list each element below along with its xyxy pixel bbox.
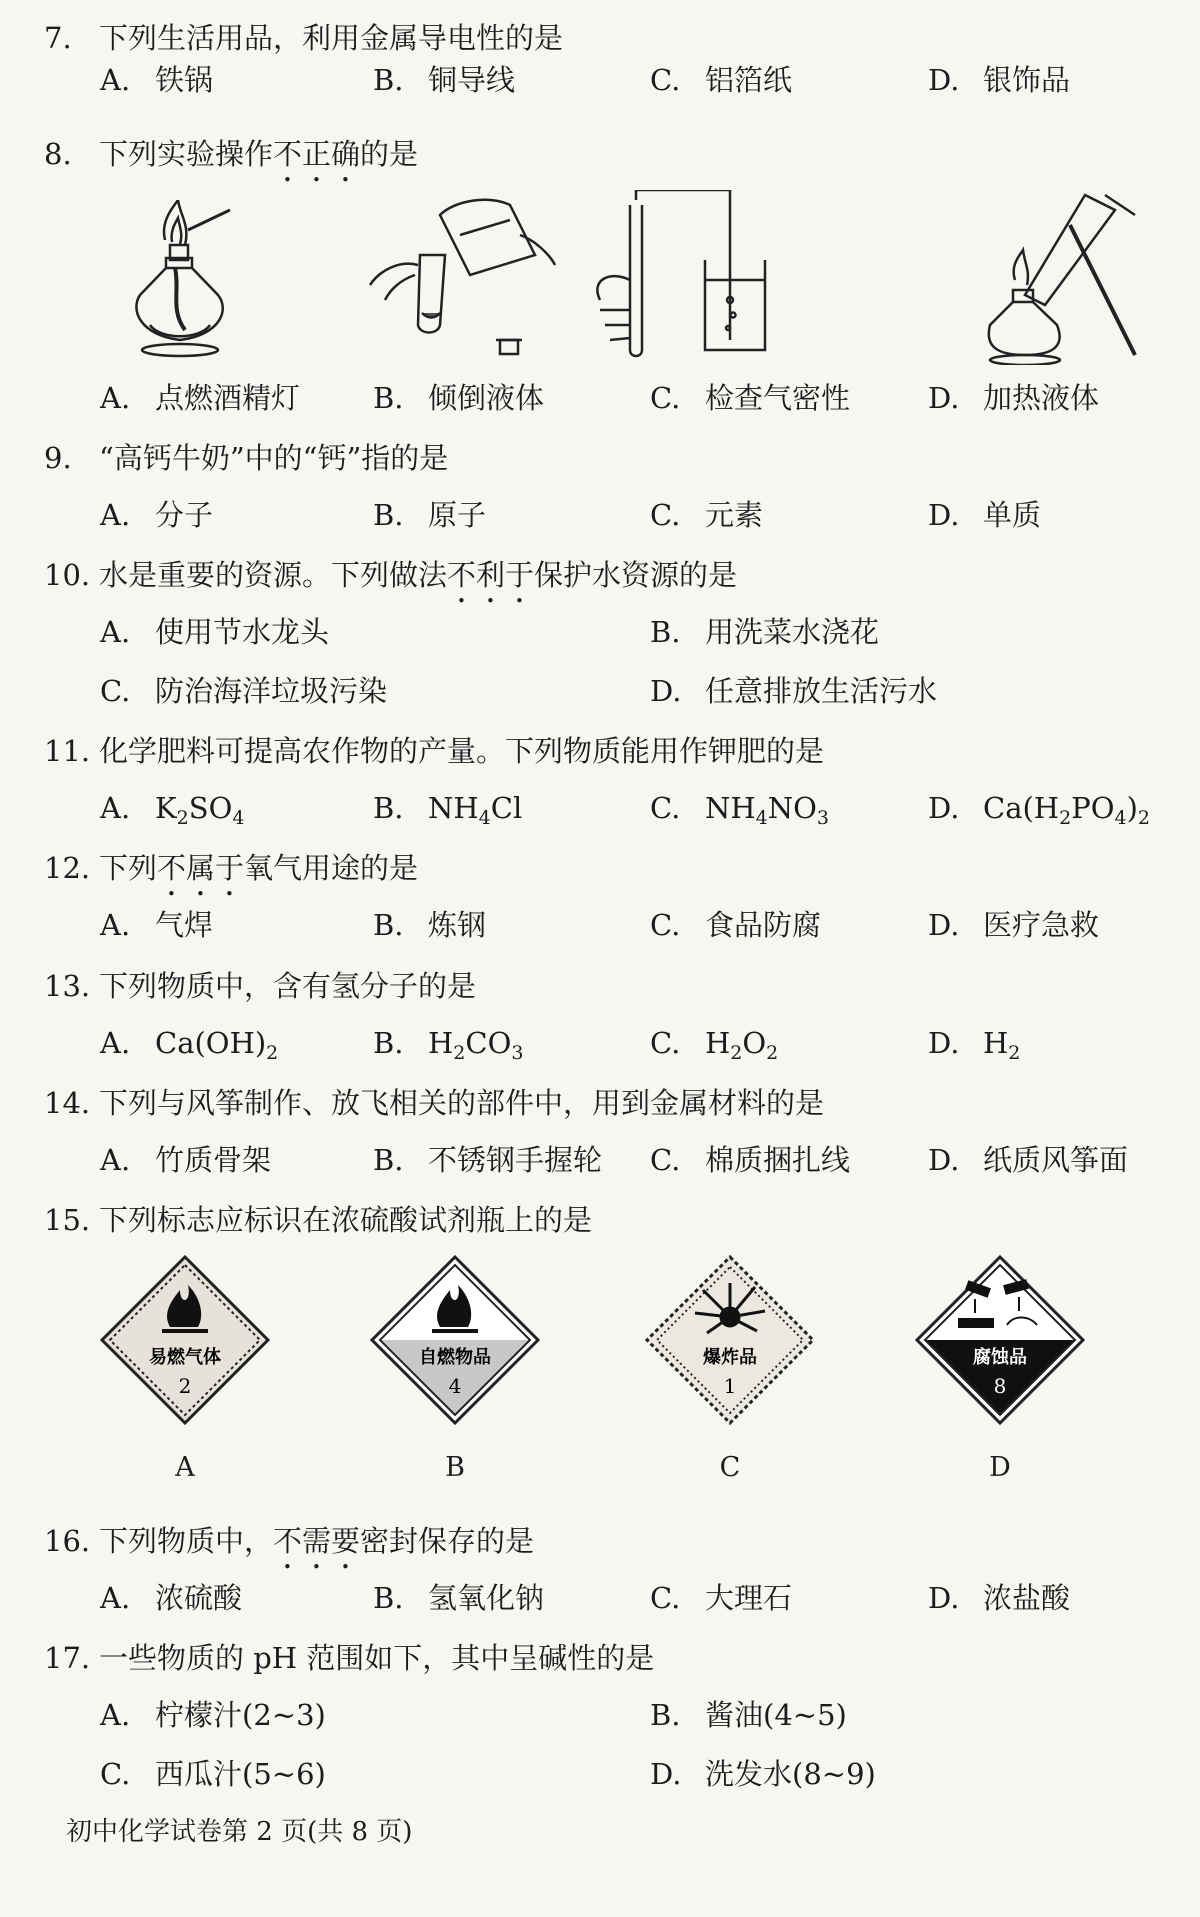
q8-option-c: C. 检查气密性	[650, 381, 851, 415]
flammable-gas-sign	[100, 1255, 270, 1425]
q11-option-a: A. $K_2SO_4$	[100, 791, 245, 829]
sign-label-b: B	[445, 1452, 465, 1483]
q7-option-b: B. 铜导线	[373, 63, 516, 97]
sign-label-c: C	[719, 1452, 741, 1483]
svg-text:易燃气体: 易燃气体	[149, 1347, 221, 1368]
page-footer: 初中化学试卷第 2 页(共 8 页)	[66, 1817, 413, 1847]
q8-option-d: D. 加热液体	[928, 381, 1100, 415]
question-17: 17. 一些物质的 pH 范围如下，其中呈碱性的是	[44, 1641, 655, 1675]
question-7-text: 下列生活用品，利用金属导电性的是	[99, 21, 564, 55]
q12-option-d: D. 医疗急救	[928, 908, 1100, 942]
q10-option-b: B. 用洗菜水浇花	[650, 615, 880, 649]
question-12: 12. 下列不属于氧气用途的是	[44, 851, 419, 885]
question-13: 13. 下列物质中，含有氢分子的是	[44, 969, 477, 1003]
q8-option-b: B. 倾倒液体	[373, 381, 545, 415]
q10-option-d: D. 任意排放生活污水	[650, 674, 938, 708]
heating-liquid-figure	[975, 185, 1145, 365]
q14-option-c: C. 棉质捆扎线	[650, 1143, 851, 1177]
emphasis-text: 不属于	[157, 851, 245, 885]
svg-text:2: 2	[178, 1374, 192, 1398]
spontaneous-combustion-sign	[370, 1255, 540, 1425]
q14-option-d: D. 纸质风筝面	[928, 1143, 1129, 1177]
pouring-liquid-figure	[360, 195, 560, 365]
corrosive-sign	[915, 1255, 1085, 1425]
q16-option-c: C. 大理石	[650, 1581, 793, 1615]
q12-option-c: C. 食品防腐	[650, 908, 822, 942]
q17-option-b: B. 酱油(4~5)	[650, 1698, 847, 1732]
q12-option-b: B. 炼钢	[373, 908, 487, 942]
q16-option-d: D. 浓盐酸	[928, 1581, 1071, 1615]
q14-option-b: B. 不锈钢手握轮	[373, 1143, 603, 1177]
q17-option-a: A. 柠檬汁(2~3)	[100, 1698, 326, 1732]
q12-option-a: A. 气焊	[100, 908, 214, 942]
q16-option-a: A. 浓硫酸	[100, 1581, 243, 1615]
q7-option-a: A. 铁锅	[100, 63, 214, 97]
alcohol-lamp-lighting-figure	[130, 200, 260, 360]
q7-option-c: C. 铝箔纸	[650, 63, 793, 97]
question-8: 8. 下列实验操作不正确的是	[44, 137, 419, 171]
q9-option-d: D. 单质	[928, 498, 1042, 532]
question-9: 9. “高钙牛奶”中的“钙”指的是	[44, 441, 449, 475]
q10-option-a: A. 使用节水龙头	[100, 615, 330, 649]
svg-text:1: 1	[723, 1374, 737, 1398]
emphasis-text: 不正确	[273, 137, 361, 171]
svg-text:8: 8	[993, 1374, 1007, 1398]
question-7: 7. 下列生活用品，利用金属导电性的是	[44, 21, 564, 55]
question-16: 16. 下列物质中，不需要密封保存的是	[44, 1524, 535, 1558]
q8-option-a: A. 点燃酒精灯	[100, 381, 301, 415]
q9-option-b: B. 原子	[373, 498, 487, 532]
q11-option-c: C. $NH_4NO_3$	[650, 791, 830, 829]
svg-text:爆炸品: 爆炸品	[703, 1347, 757, 1368]
svg-text:自燃物品: 自燃物品	[419, 1347, 491, 1368]
sign-label-d: D	[989, 1452, 1011, 1483]
airtightness-check-figure	[590, 190, 790, 360]
q11-option-d: D. $Ca(H_2PO_4)_2$	[928, 791, 1150, 829]
question-15: 15. 下列标志应标识在浓硫酸试剂瓶上的是	[44, 1203, 593, 1237]
q9-option-c: C. 元素	[650, 498, 764, 532]
q7-option-d: D. 银饰品	[928, 63, 1071, 97]
question-14: 14. 下列与风筝制作、放飞相关的部件中，用到金属材料的是	[44, 1086, 825, 1120]
sign-label-a: A	[175, 1452, 195, 1483]
q11-option-b: B. $NH_4Cl$	[373, 791, 523, 829]
q16-option-b: B. 氢氧化钠	[373, 1581, 545, 1615]
q9-option-a: A. 分子	[100, 498, 214, 532]
svg-text:4: 4	[448, 1374, 462, 1398]
question-10: 10. 水是重要的资源。下列做法不利于保护水资源的是	[44, 558, 738, 592]
q10-option-c: C. 防治海洋垃圾污染	[100, 674, 388, 708]
emphasis-text: 不利于	[447, 558, 535, 592]
question-11: 11. 化学肥料可提高农作物的产量。下列物质能用作钾肥的是	[44, 734, 825, 768]
q17-option-c: C. 西瓜汁(5~6)	[100, 1757, 326, 1791]
q14-option-a: A. 竹质骨架	[100, 1143, 272, 1177]
svg-text:腐蚀品: 腐蚀品	[973, 1347, 1027, 1368]
q13-option-d: D. $H_2$	[928, 1026, 1021, 1064]
q13-option-a: A. $Ca(OH)_2$	[100, 1026, 279, 1064]
q17-option-d: D. 洗发水(8~9)	[650, 1757, 876, 1791]
explosive-sign	[645, 1255, 815, 1425]
q13-option-b: B. $H_2CO_3$	[373, 1026, 524, 1064]
emphasis-text: 不需要	[273, 1524, 361, 1558]
q13-option-c: C. $H_2O_2$	[650, 1026, 779, 1064]
